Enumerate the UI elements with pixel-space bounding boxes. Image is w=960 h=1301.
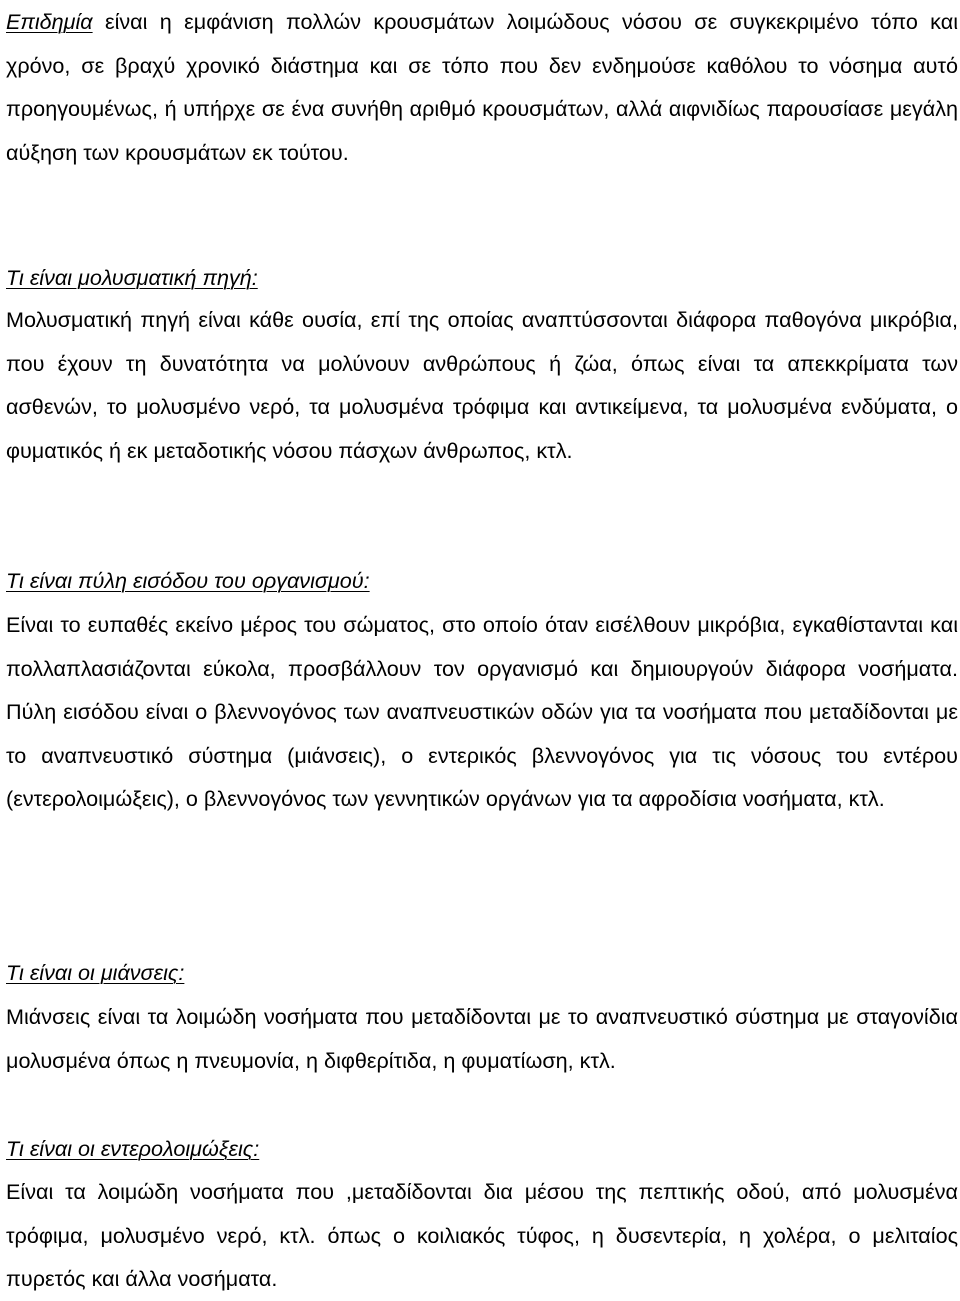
section-infection-source [6, 298, 958, 472]
section-intestinal-infections [6, 1170, 958, 1301]
intro-term: Επιδημία [6, 9, 93, 34]
heading-intestinal-infections: Τι είναι οι εντερολοιμώξεις: [6, 1136, 260, 1161]
body-intestinal-infections: Είναι τα λοιμώδη νοσήματα που ,μεταδίδονται δια μέσου της πεπτικής οδού, από μολυσμένα τρόφιμα, μολυσμένο νερό, κτλ. όπως ο κοιλιακός τύφος, η δυσεντερία, η χολέρα, ο μελιταίος πυρετός και άλλα νοσήματα. [6, 1179, 958, 1292]
body-infection-source: Μολυσματική πηγή είναι κάθε ουσία, επί της οποίας αναπτύσσονται διάφορα παθογόνα μικρόβια, που έχουν τη δυνατότητα να μολύνουν ανθρώπους ή ζώα, όπως είναι τα απεκκρίματα των ασθενών, το μολυσμένο νερό, τα μολυσμένα τρόφιμα και αντικείμενα, τα μολυσμένα ενδύματα, ο φυματικός ή εκ μεταδοτικής νόσου πάσχων άνθρωπος, κτλ. [6, 307, 958, 463]
section-miasmata [6, 995, 958, 1082]
intro-definition: είναι η εμφάνιση πολλών κρουσμάτων λοιμώδους νόσου σε συγκεκριμένο τόπο και χρόνο, σε βραχύ χρονικό διάστημα και σε τόπο που δεν ενδημούσε καθόλου το νόσημα αυτό προηγουμένως, ή υπήρχε σε ένα συνήθη αριθμό κρουσμάτων, αλλά αιφνιδίως παρουσίασε μεγάλη αύξηση των κρουσμάτων εκ τούτου. [6, 9, 958, 165]
heading-infection-source: Τι είναι μολυσματική πηγή: [6, 265, 258, 290]
heading-miasmata: Τι είναι οι μιάνσεις: [6, 960, 185, 985]
intro-text [6, 0, 958, 174]
section-entry-gate [6, 603, 958, 821]
body-entry-gate: Είναι το ευπαθές εκείνο μέρος του σώματος, στο οποίο όταν εισέλθουν μικρόβια, εγκαθίστανται και πολλαπλασιάζονται εύκολα, προσβάλλουν τον οργανισμό και δημιουργούν διάφορα νοσήματα. Πύλη εισόδου είναι ο βλεννογόνος των αναπνευστικών οδών για τα νοσήματα που μεταδίδονται με το αναπνευστικό σύστημα (μιάνσεις), ο εντερικός βλεννογόνος για τις νόσους του εντέρου (εντερολοιμώξεις), ο βλεννογόνος των γεννητικών οργάνων για τα αφροδίσια νοσήματα, κτλ. [6, 612, 958, 812]
body-miasmata: Μιάνσεις είναι τα λοιμώδη νοσήματα που μεταδίδονται με το αναπνευστικό σύστημα με σταγονίδια μολυσμένα όπως η πνευμονία, η διφθερίτιδα, η φυματίωση, κτλ. [6, 1004, 958, 1073]
intro-paragraph [6, 0, 958, 174]
heading-entry-gate: Τι είναι πύλη εισόδου του οργανισμού: [6, 568, 370, 593]
